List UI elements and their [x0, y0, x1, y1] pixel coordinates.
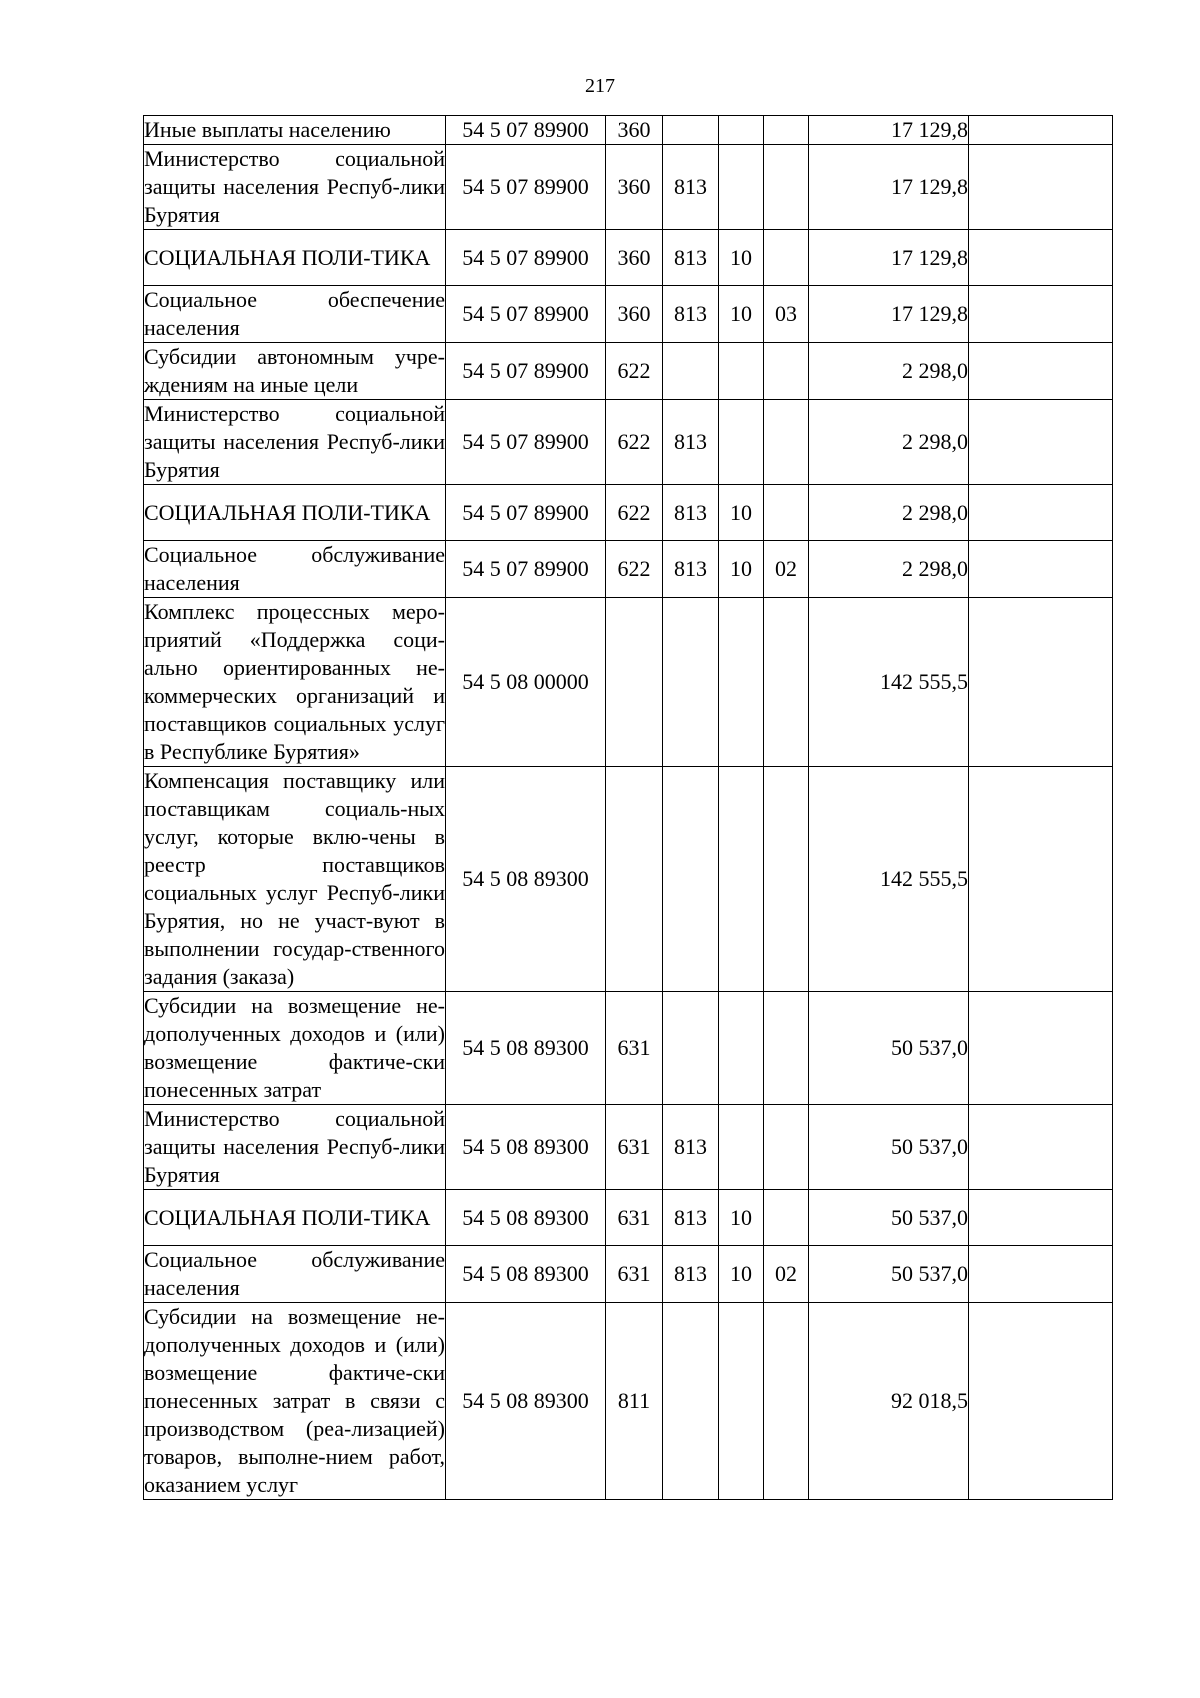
cell-section — [719, 145, 764, 230]
cell-section — [719, 992, 764, 1105]
cell-subsection: 02 — [764, 1246, 809, 1303]
cell-subsection — [764, 485, 809, 541]
cell-target-code: 54 5 07 89900 — [446, 145, 606, 230]
cell-ministry-code: 813 — [663, 145, 719, 230]
cell-section: 10 — [719, 1190, 764, 1246]
cell-target-code: 54 5 08 89300 — [446, 1246, 606, 1303]
cell-amount: 2 298,0 — [809, 343, 969, 400]
cell-ministry-code — [663, 116, 719, 145]
cell-subsection — [764, 230, 809, 286]
table-row — [144, 1246, 1113, 1303]
cell-name: Социальное обеспечение населения — [144, 286, 446, 343]
table-row — [144, 230, 1113, 286]
cell-expense-type: 622 — [606, 541, 663, 598]
table-row — [144, 343, 1113, 400]
cell-subsection — [764, 343, 809, 400]
cell-ministry-code: 813 — [663, 230, 719, 286]
cell-subsection — [764, 116, 809, 145]
cell-name: Иные выплаты населению — [144, 116, 446, 145]
budget-table — [143, 115, 1113, 1500]
cell-name: Социальное обслуживание населения — [144, 1246, 446, 1303]
cell-ministry-code — [663, 992, 719, 1105]
cell-amount: 2 298,0 — [809, 485, 969, 541]
cell-target-code: 54 5 08 00000 — [446, 598, 606, 767]
cell-ministry-code: 813 — [663, 1105, 719, 1190]
cell-subsection — [764, 400, 809, 485]
cell-expense-type: 631 — [606, 1246, 663, 1303]
cell-ministry-code — [663, 767, 719, 992]
table-row — [144, 400, 1113, 485]
cell-target-code: 54 5 07 89900 — [446, 230, 606, 286]
table-row — [144, 1105, 1113, 1190]
cell-name: Компенсация поставщику или поставщикам социаль-ных услуг, которые вклю-чены в реестр поставщиков социальных услуг Респуб-лики Бурятия, но не участ-вуют в выполнении государ-ственного задания (заказа) — [144, 767, 446, 992]
cell-extra — [969, 343, 1113, 400]
cell-section — [719, 400, 764, 485]
cell-amount: 17 129,8 — [809, 116, 969, 145]
cell-expense-type: 360 — [606, 116, 663, 145]
cell-amount: 142 555,5 — [809, 767, 969, 992]
table-row — [144, 1303, 1113, 1500]
cell-target-code: 54 5 07 89900 — [446, 116, 606, 145]
table-row — [144, 541, 1113, 598]
cell-expense-type: 631 — [606, 992, 663, 1105]
cell-extra — [969, 400, 1113, 485]
cell-section — [719, 116, 764, 145]
table-row — [144, 116, 1113, 145]
cell-extra — [969, 541, 1113, 598]
cell-expense-type — [606, 598, 663, 767]
cell-amount: 50 537,0 — [809, 1105, 969, 1190]
cell-section — [719, 598, 764, 767]
cell-subsection — [764, 1303, 809, 1500]
cell-extra — [969, 1105, 1113, 1190]
cell-name: СОЦИАЛЬНАЯ ПОЛИ-ТИКА — [144, 230, 446, 286]
cell-section — [719, 1303, 764, 1500]
cell-extra — [969, 1303, 1113, 1500]
page-number: 217 — [585, 75, 615, 97]
cell-extra — [969, 1246, 1113, 1303]
cell-name: Министерство социальной защиты населения Респуб-лики Бурятия — [144, 1105, 446, 1190]
cell-expense-type: 622 — [606, 485, 663, 541]
cell-ministry-code: 813 — [663, 541, 719, 598]
cell-extra — [969, 992, 1113, 1105]
cell-subsection — [764, 598, 809, 767]
cell-amount: 2 298,0 — [809, 541, 969, 598]
cell-expense-type: 622 — [606, 400, 663, 485]
cell-name: СОЦИАЛЬНАЯ ПОЛИ-ТИКА — [144, 485, 446, 541]
cell-section: 10 — [719, 286, 764, 343]
cell-target-code: 54 5 07 89900 — [446, 343, 606, 400]
cell-section: 10 — [719, 230, 764, 286]
cell-subsection — [764, 1105, 809, 1190]
cell-extra — [969, 767, 1113, 992]
table-body — [144, 116, 1113, 1500]
table-row — [144, 286, 1113, 343]
cell-target-code: 54 5 07 89900 — [446, 400, 606, 485]
cell-target-code: 54 5 08 89300 — [446, 992, 606, 1105]
cell-subsection — [764, 1190, 809, 1246]
cell-name: Комплекс процессных меро-приятий «Поддержка соци-ально ориентированных не-коммерческих организаций и поставщиков социальных услуг в Республике Бурятия» — [144, 598, 446, 767]
cell-ministry-code — [663, 598, 719, 767]
cell-section: 10 — [719, 1246, 764, 1303]
cell-name: Субсидии на возмещение не-дополученных доходов и (или) возмещение фактиче-ски понесенных затрат в связи с производством (реа-лизацией) товаров, выполне-нием работ, оказанием услуг — [144, 1303, 446, 1500]
cell-subsection — [764, 145, 809, 230]
cell-target-code: 54 5 08 89300 — [446, 1303, 606, 1500]
cell-ministry-code: 813 — [663, 286, 719, 343]
cell-subsection — [764, 767, 809, 992]
cell-ministry-code: 813 — [663, 485, 719, 541]
cell-name: Министерство социальной защиты населения Респуб-лики Бурятия — [144, 145, 446, 230]
cell-amount: 17 129,8 — [809, 230, 969, 286]
cell-extra — [969, 1190, 1113, 1246]
cell-target-code: 54 5 07 89900 — [446, 286, 606, 343]
cell-target-code: 54 5 08 89300 — [446, 767, 606, 992]
cell-name: Министерство социальной защиты населения Респуб-лики Бурятия — [144, 400, 446, 485]
cell-extra — [969, 286, 1113, 343]
cell-expense-type: 622 — [606, 343, 663, 400]
cell-expense-type: 811 — [606, 1303, 663, 1500]
table-row — [144, 598, 1113, 767]
cell-amount: 50 537,0 — [809, 1190, 969, 1246]
cell-target-code: 54 5 08 89300 — [446, 1190, 606, 1246]
cell-section — [719, 767, 764, 992]
cell-section: 10 — [719, 541, 764, 598]
cell-ministry-code: 813 — [663, 400, 719, 485]
cell-extra — [969, 116, 1113, 145]
cell-amount: 17 129,8 — [809, 286, 969, 343]
cell-amount: 142 555,5 — [809, 598, 969, 767]
cell-amount: 50 537,0 — [809, 1246, 969, 1303]
cell-ministry-code: 813 — [663, 1190, 719, 1246]
cell-section — [719, 343, 764, 400]
cell-expense-type: 631 — [606, 1190, 663, 1246]
cell-subsection: 03 — [764, 286, 809, 343]
cell-expense-type — [606, 767, 663, 992]
cell-extra — [969, 485, 1113, 541]
cell-amount: 50 537,0 — [809, 992, 969, 1105]
cell-expense-type: 360 — [606, 145, 663, 230]
cell-ministry-code — [663, 343, 719, 400]
cell-target-code: 54 5 07 89900 — [446, 541, 606, 598]
table-row — [144, 992, 1113, 1105]
cell-subsection — [764, 992, 809, 1105]
table-row — [144, 145, 1113, 230]
cell-amount: 92 018,5 — [809, 1303, 969, 1500]
cell-extra — [969, 145, 1113, 230]
cell-target-code: 54 5 07 89900 — [446, 485, 606, 541]
table-row — [144, 1190, 1113, 1246]
cell-name: Субсидии на возмещение не-дополученных доходов и (или) возмещение фактиче-ски понесенных затрат — [144, 992, 446, 1105]
cell-name: СОЦИАЛЬНАЯ ПОЛИ-ТИКА — [144, 1190, 446, 1246]
table-row — [144, 485, 1113, 541]
cell-extra — [969, 598, 1113, 767]
cell-section — [719, 1105, 764, 1190]
cell-expense-type: 360 — [606, 230, 663, 286]
cell-name: Социальное обслуживание населения — [144, 541, 446, 598]
cell-expense-type: 360 — [606, 286, 663, 343]
cell-target-code: 54 5 08 89300 — [446, 1105, 606, 1190]
cell-ministry-code — [663, 1303, 719, 1500]
cell-expense-type: 631 — [606, 1105, 663, 1190]
cell-ministry-code: 813 — [663, 1246, 719, 1303]
cell-amount: 17 129,8 — [809, 145, 969, 230]
cell-name: Субсидии автономным учре-ждениям на иные цели — [144, 343, 446, 400]
cell-extra — [969, 230, 1113, 286]
table-row — [144, 767, 1113, 992]
cell-subsection: 02 — [764, 541, 809, 598]
cell-amount: 2 298,0 — [809, 400, 969, 485]
cell-section: 10 — [719, 485, 764, 541]
